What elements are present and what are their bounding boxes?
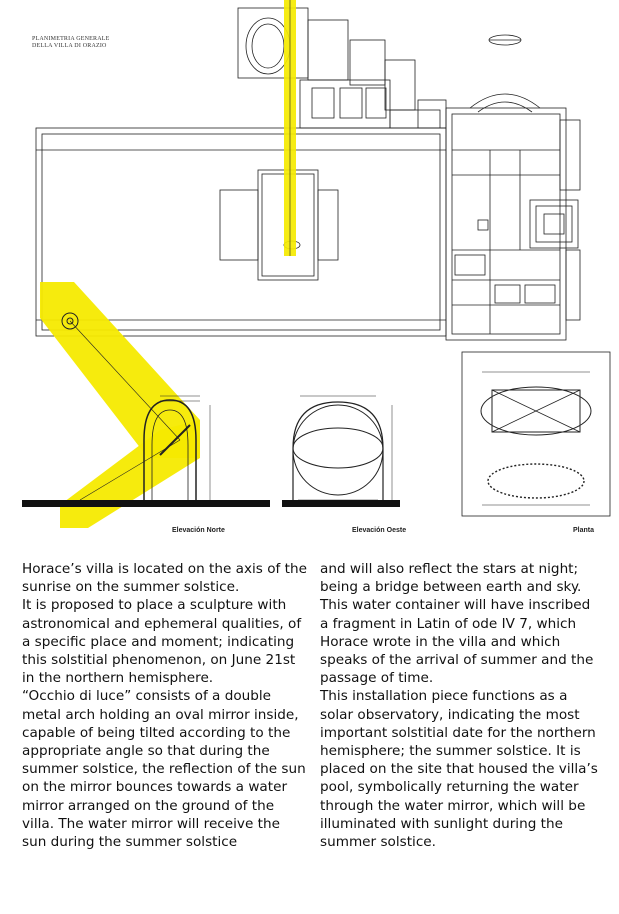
paragraph: and will also reflect the stars at night; being a bridge between earth and sky. This water container will have inscribed a fragment in Latin of ode IV 7, which Horace wrote in the villa and which speaks of the arrival of summer and the passage of time.	[320, 561, 594, 687]
north-elevation-drawing	[22, 282, 270, 528]
paragraph: Horace’s villa is located on the axis of the sunrise on the summer solstice.	[22, 561, 307, 596]
north-elevation-caption: Elevación Norte	[172, 527, 225, 534]
plan-title-line-2: DELLA VILLA DI ORAZIO	[32, 43, 107, 49]
plan-view-drawing	[462, 352, 610, 516]
paragraph: This installation piece functions as a solar observatory, indicating the most important solstitial date for the northern hemisphere; the summer solstice. It is placed on the site that housed the villa’s pool, symbolically returning the water through the water mirror, which will be illuminated with sunlight during the summer solstice.	[320, 688, 598, 851]
paragraph: It is proposed to place a sculpture with astronomical and ephemeral qualities, of a specific place and moment; indicating this solstitial phenomenon, on June 21st in the northern hemisphere.	[22, 597, 302, 687]
west-elevation-drawing	[282, 396, 400, 507]
plan-title-line-1: PLANIMETRIA GENERALE	[32, 36, 110, 42]
west-elevation-caption: Elevación Oeste	[352, 527, 407, 534]
text-column-left	[22, 560, 307, 851]
villa-floor-plan	[36, 8, 580, 340]
text-column-right	[320, 560, 602, 851]
plan-caption: Planta	[573, 527, 595, 534]
plan-title	[32, 36, 110, 50]
paragraph: “Occhio di luce” consists of a double metal arch holding an oval mirror inside, capable of being tilted according to the appropriate angle so that during the summer solstice, the reflection of the sun on the mirror bounces towards a water mirror arranged on the ground of the villa. The water mirror will receive the sun during the summer solstice	[22, 688, 306, 851]
